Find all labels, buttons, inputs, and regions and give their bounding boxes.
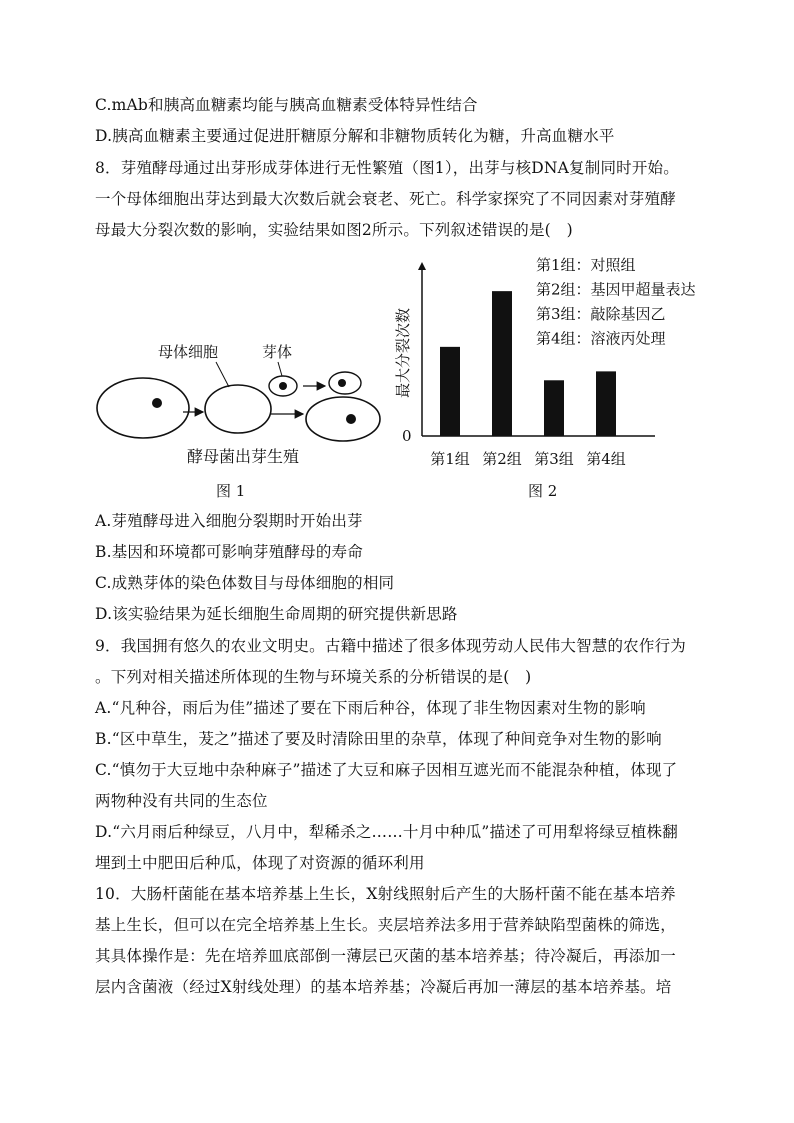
y-axis-label: 最大分裂次数 [394,307,412,398]
bar-4 [596,371,616,436]
option-a-8: A.芽殖酵母进入细胞分裂期时开始出芽 [95,512,363,530]
question-10-line-3: 其具体操作是：先在培养皿底部倒一薄层已灭菌的基本培养基；待冷凝后，再添加一 [95,947,676,965]
yeast-cell-1 [97,378,189,438]
legend-entry-4: 第4组：溶液丙处理 [536,329,666,348]
figure-2-chart [390,250,710,475]
option-d-9-line-1: D.“六月雨后种绿豆，八月中，犁稀杀之……十月中种瓜”描述了可用犁将绿豆植株翻 [95,823,678,841]
question-8-line-3: 母最大分裂次数的影响，实验结果如图2所示。下列叙述错误的是( ) [95,221,573,239]
question-9-line-2: 。下列对相关描述所体现的生物与环境关系的分析错误的是( ) [95,668,532,686]
question-10-line-4: 层内含菌液（经过X射线处理）的基本培养基；冷凝后再加一薄层的基本培养基。培 [95,978,672,996]
option-c-9-line-2: 两物种没有共同的生态位 [95,792,268,810]
bar-3 [544,380,564,436]
x-tick-label-3: 第3组 [534,450,574,468]
figure-1-caption: 图 1 [216,482,246,500]
question-8-line-2: 一个母体细胞出芽达到最大次数后就会衰老、死亡。科学家探究了不同因素对芽殖酵 [95,190,676,208]
option-d-9-line-2: 埋到土中肥田后种瓜，体现了对资源的循环利用 [95,854,425,872]
figure-1-diagram [95,335,385,470]
x-tick-label-2: 第2组 [482,450,522,468]
option-c-line: C.mAb和胰高血糖素均能与胰高血糖素受体特异性结合 [95,96,478,114]
legend-entry-1: 第1组：对照组 [536,256,636,274]
y-zero-label: 0 [402,427,412,445]
legend-entry-2: 第2组：基因甲超量表达 [536,280,696,299]
y-axis-arrow [418,262,426,270]
yeast-cell-2 [205,385,271,433]
question-10-line-1: 10．大肠杆菌能在基本培养基上生长，X射线照射后产生的大肠杆菌不能在基本培养 [95,885,676,903]
option-c-8: C.成熟芽体的染色体数目与母体细胞的相同 [95,574,395,592]
nucleus-1 [152,398,162,408]
option-d-8: D.该实验结果为延长细胞生命周期的研究提供新思路 [95,605,458,623]
option-d-line: D.胰高血糖素主要通过促进肝糖原分解和非糖物质转化为糖，升高血糖水平 [95,127,615,145]
figure-1-subtitle: 酵母菌出芽生殖 [187,447,300,466]
x-tick-label-4: 第4组 [586,450,626,468]
nucleus-bud [279,382,287,390]
option-b-8: B.基因和环境都可影响芽殖酵母的寿命 [95,543,363,561]
label-bud: 芽体 [262,343,293,361]
option-c-9-line-1: C.“慎勿于大豆地中杂种麻子”描述了大豆和麻子因相互遮光而不能混杂种植，体现了 [95,761,678,779]
legend-entry-3: 第3组：敲除基因乙 [536,305,666,323]
question-8-line-1: 8．芽殖酵母通过出芽形成芽体进行无性繁殖（图1），出芽与核DNA复制同时开始。 [95,159,679,177]
bar-2 [492,291,512,436]
x-tick-label-1: 第1组 [430,450,470,468]
option-a-9: A.“凡种谷，雨后为佳”描述了要在下雨后种谷，体现了非生物因素对生物的影响 [95,699,646,717]
question-9-line-1: 9．我国拥有悠久的农业文明史。古籍中描述了很多体现劳动人民伟大智慧的农作行为 [95,637,686,655]
question-10-line-2: 基上生长，但可以在完全培养基上生长。夹层培养法多用于营养缺陷型菌株的筛选， [95,916,676,934]
bar-1 [440,347,460,436]
label-mother-cell: 母体细胞 [158,343,219,361]
figure-2-caption: 图 2 [528,482,558,500]
daughter-large [306,397,380,441]
option-b-9: B.“区中草生，茇之”描述了要及时清除田里的杂草，体现了种间竞争对生物的影响 [95,730,662,748]
